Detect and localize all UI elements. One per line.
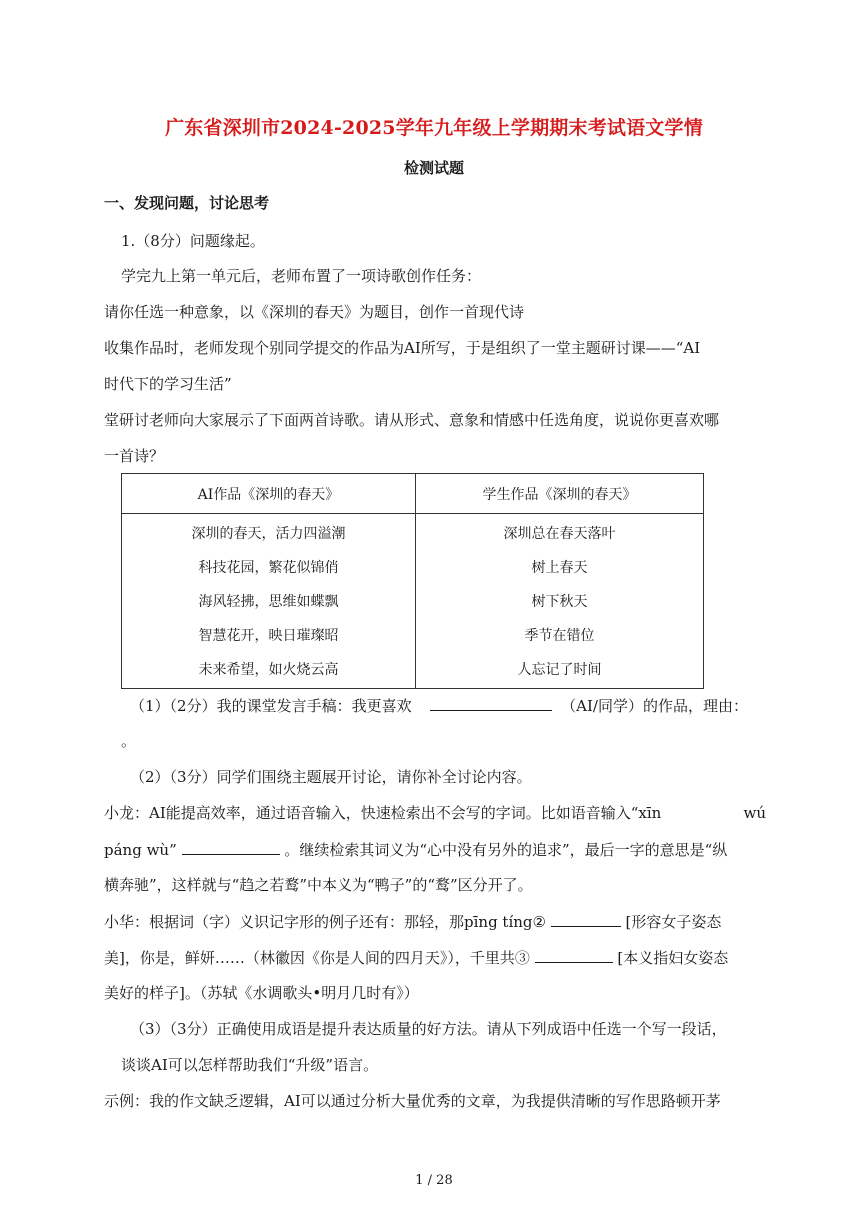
paragraph: 收集作品时，老师发现个别同学提交的作品为AI所写，于是组织了一堂主题研讨课——“AI	[104, 339, 701, 357]
paragraph: 堂研讨老师向大家展示了下面两首诗歌。请从形式、意象和情感中任选角度，说说你更喜欢哪	[104, 411, 720, 429]
xiaohua-line-3: 美好的样子]。（苏轼《水调歌头•明月几时有》）	[104, 984, 419, 1002]
xiaolong-line-2	[104, 839, 727, 860]
table-header-ai: AI作品《深圳的春天》	[122, 474, 416, 514]
subquestion-1-text: （1）（2分）我的课堂发言手稿：我更喜欢	[130, 697, 412, 715]
poem-line: 科技花园，繁花似锦俏	[198, 560, 339, 576]
poem-line: 树上春天	[531, 560, 588, 576]
poem-line: 深圳总在春天落叶	[503, 526, 616, 542]
answer-blank[interactable]	[551, 911, 621, 927]
poem-line: 海风轻拂，思维如蝶飘	[198, 594, 339, 610]
xiaolong-line-3: 横奔驰”，这样就与“趋之若鹜”中本义为“鸭子”的“鹜”区分开了。	[104, 876, 533, 894]
poem-line: 树下秋天	[531, 594, 588, 610]
xiaolong-text: 小龙：AI能提高效率，通过语音输入，快速检索出不会写的字词。比如语音输入“xīn	[104, 804, 662, 822]
page-number: 1 / 28	[415, 1173, 453, 1188]
poem-comparison-table	[121, 473, 704, 689]
answer-blank[interactable]	[430, 695, 552, 711]
subquestion-1-text-end: （AI/同学）的作品，理由：	[561, 697, 748, 715]
answer-period: 。	[121, 732, 137, 750]
subquestion-1	[130, 695, 748, 716]
xiaolong-text: 。继续检索其词义为“心中没有另外的追求”，最后一字的意思是“纵	[284, 841, 728, 859]
pinyin-text: wú	[743, 804, 766, 822]
table-header-student: 学生作品《深圳的春天》	[416, 474, 704, 514]
subquestion-2: （2）（3分）同学们围绕主题展开讨论，请你补全讨论内容。	[130, 768, 532, 786]
answer-blank[interactable]	[535, 947, 613, 963]
xiaohua-text: [本义指妇女姿态	[617, 949, 729, 967]
paragraph: 时代下的学习生活”	[104, 375, 232, 393]
section-heading: 一、发现问题，讨论思考	[104, 194, 270, 212]
poem-line: 智慧花开，映日璀璨昭	[198, 628, 339, 644]
xiaolong-line-1	[104, 803, 768, 823]
student-poem-cell	[416, 514, 704, 689]
ai-poem-cell	[122, 514, 416, 689]
xiaohua-text: [形容女子姿态	[625, 913, 722, 931]
subquestion-3: （3）（3分）正确使用成语是提升表达质量的好方法。请从下列成语中任选一个写一段话，	[130, 1020, 727, 1038]
poem-line: 未来希望，如火烧云高	[198, 662, 339, 678]
question-1-heading: 1.（8分）问题缘起。	[121, 232, 265, 250]
subquestion-3-cont: 谈谈AI可以怎样帮助我们“升级”语言。	[121, 1056, 379, 1074]
poem-line: 季节在错位	[524, 628, 595, 644]
document-title: 广东省深圳市2024-2025学年九年级上学期期末考试语文学情	[165, 117, 703, 139]
xiaohua-line-1	[104, 911, 721, 932]
poem-line: 人忘记了时间	[517, 662, 602, 678]
poem-line: 深圳的春天，活力四溢潮	[191, 526, 346, 542]
paragraph: 学完九上第一单元后，老师布置了一项诗歌创作任务：	[121, 267, 482, 285]
example-text: 示例：我的作文缺乏逻辑，AI可以通过分析大量优秀的文章，为我提供清晰的写作思路顿开茅	[104, 1092, 721, 1110]
pinyin-text: páng wù”	[104, 841, 177, 859]
xiaohua-text: 小华：根据词（字）义识记字形的例子还有：那轻，那pīng tíng②	[104, 913, 546, 931]
xiaohua-text: 美]，你是，鲜妍……（林徽因《你是人间的四月天》），千里共③	[104, 949, 530, 967]
paragraph: 一首诗？	[104, 447, 165, 465]
document-subtitle: 检测试题	[403, 159, 464, 177]
paragraph: 请你任选一种意象，以《深圳的春天》为题目，创作一首现代诗	[104, 303, 525, 321]
answer-blank[interactable]	[182, 839, 280, 855]
xiaohua-line-2	[104, 947, 728, 968]
